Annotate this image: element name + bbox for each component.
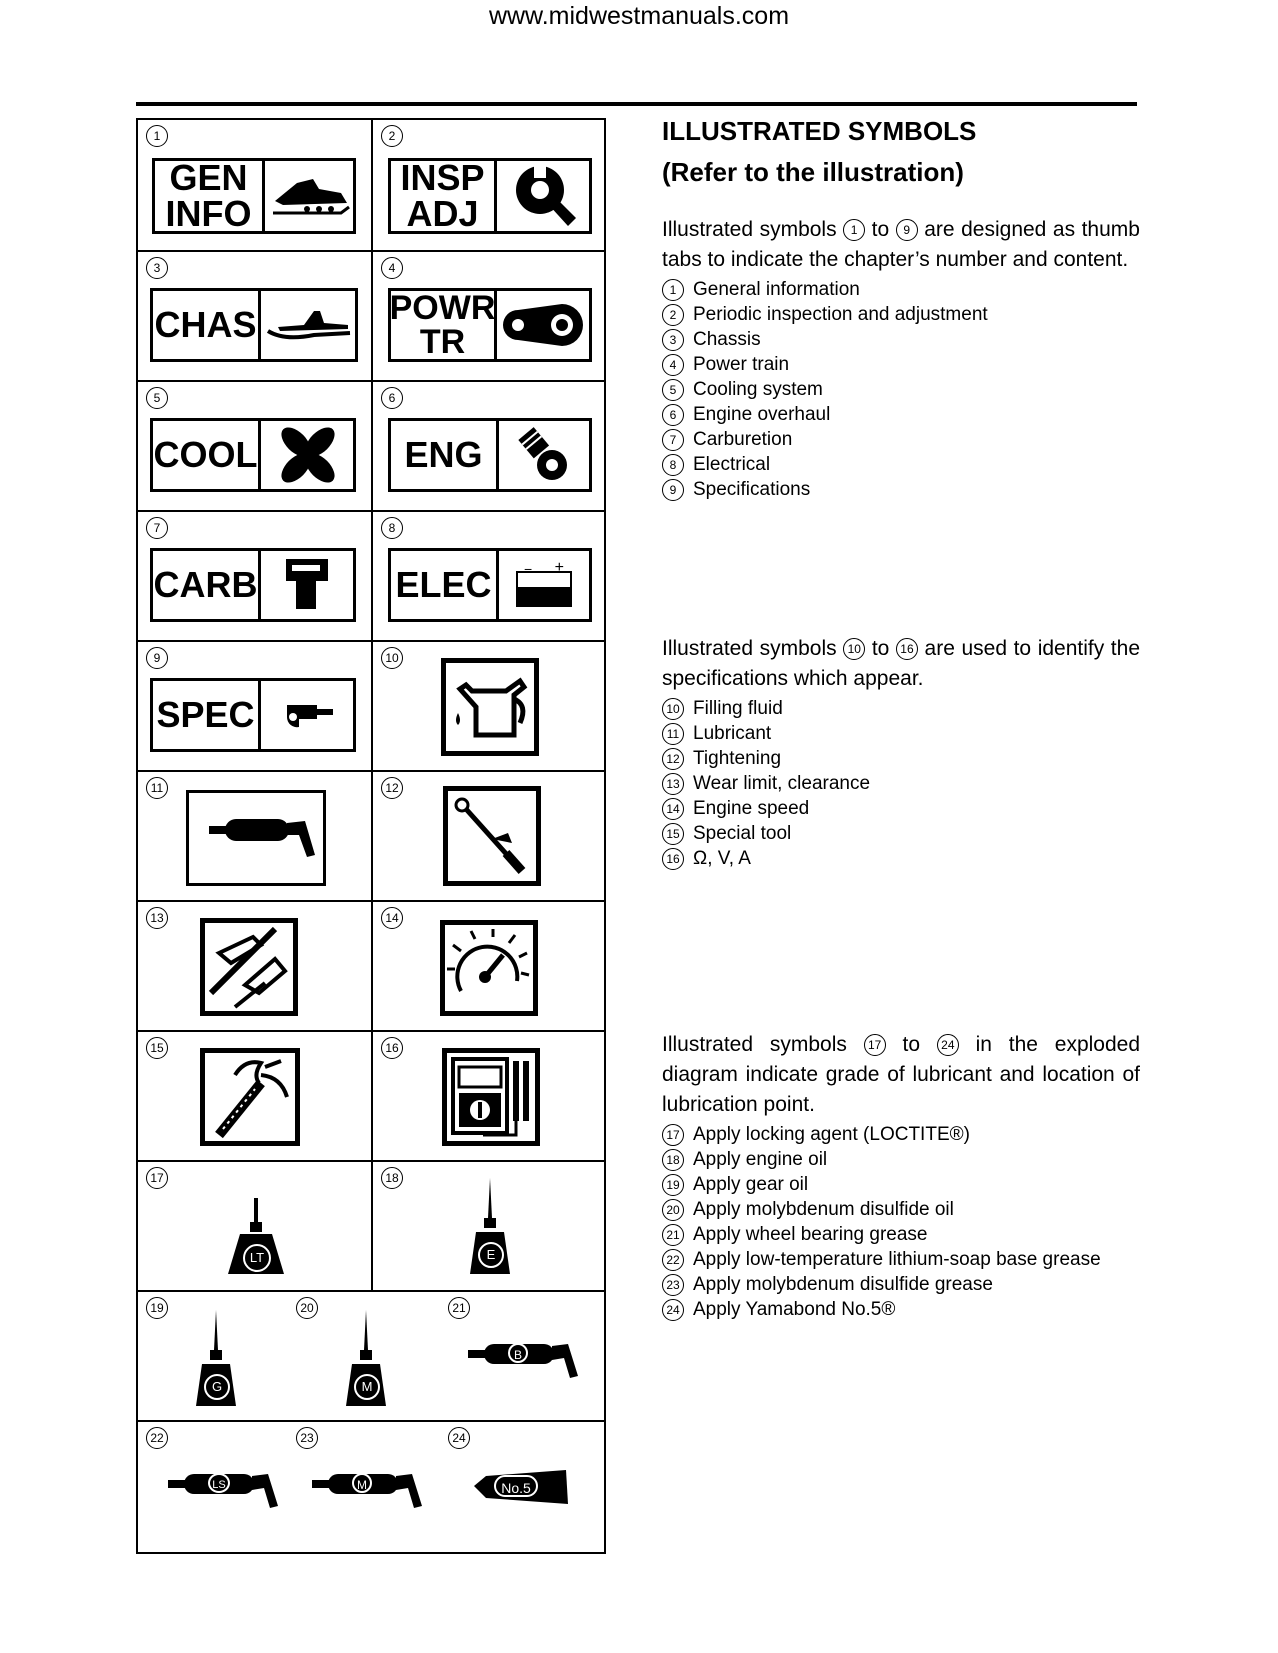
item-number: 18 — [662, 1149, 684, 1171]
cell-number-badge: 21 — [448, 1297, 470, 1319]
item-text: Apply molybdenum disulfide grease — [693, 1274, 993, 1295]
item-text: Electrical — [693, 454, 771, 475]
cell-number — [296, 1426, 318, 1450]
thumb-tab-gen-info — [152, 158, 356, 234]
symbol-list-item — [662, 427, 1140, 452]
oil-can-icon — [441, 658, 539, 756]
battery-minus-label: − — [524, 561, 533, 577]
symbol-list-item — [662, 1197, 1140, 1222]
cell-number — [146, 386, 168, 410]
symbol-list-item — [662, 1122, 1140, 1147]
grid-row-10 — [138, 1290, 604, 1420]
cell-number — [448, 1426, 470, 1450]
tab-label-line1: POWR — [389, 289, 496, 327]
oiler-icon — [344, 1310, 388, 1410]
item-number: 24 — [662, 1299, 684, 1321]
thumb-tab-insp-adj — [388, 158, 592, 234]
oiler-icon — [194, 1310, 238, 1410]
oiler-mark-label: M — [354, 1374, 380, 1400]
cell-number — [146, 256, 168, 280]
symbol-list-item — [662, 1147, 1140, 1172]
item-number: 22 — [662, 1249, 684, 1271]
snowmobile-icon — [265, 161, 353, 231]
item-text: Tightening — [693, 748, 782, 769]
tab-label: SPEC — [156, 694, 255, 735]
cell-number-badge: 2 — [381, 125, 403, 147]
cell-number — [146, 1166, 168, 1190]
special-tool-icon — [200, 1048, 300, 1146]
item-number: 19 — [662, 1174, 684, 1196]
symbol-list-item — [662, 402, 1140, 427]
oiler-mark-label: LT — [243, 1244, 271, 1272]
tab-label-line2: INFO — [165, 193, 252, 234]
sealant-tube-icon — [472, 1468, 572, 1508]
battery-plus-label: + — [554, 559, 564, 576]
cell-number-badge: 1 — [146, 125, 168, 147]
grid-row-7 — [138, 900, 604, 1030]
cell-number — [381, 1036, 403, 1060]
cell-number-badge: 18 — [381, 1167, 403, 1189]
cell-number-badge: 16 — [381, 1037, 403, 1059]
symbol-list-item — [662, 771, 1140, 796]
oiler-icon — [226, 1198, 286, 1278]
cell-number-badge: 13 — [146, 907, 168, 929]
symbol-list-item — [662, 1172, 1140, 1197]
thumb-tab-eng — [388, 418, 592, 492]
item-number: 10 — [662, 698, 684, 720]
cell-number — [146, 124, 168, 148]
item-text: Chassis — [693, 329, 761, 350]
item-text: Power train — [693, 354, 790, 375]
grid-row-2 — [138, 250, 604, 380]
cell-number-badge: 24 — [448, 1427, 470, 1449]
item-text: Filling fluid — [693, 698, 783, 719]
tab-label: CHAS — [154, 304, 257, 345]
cell-number — [146, 776, 168, 800]
top-rule — [136, 102, 1137, 106]
site-url: www.midwestmanuals.com — [488, 2, 790, 30]
item-number: 15 — [662, 823, 684, 845]
grid-row-4 — [138, 510, 604, 640]
carburetor-icon — [261, 551, 353, 619]
cell-number-badge: 5 — [146, 387, 168, 409]
cell-number-badge: 15 — [146, 1037, 168, 1059]
cell-number — [448, 1296, 470, 1320]
cell-number-badge: 17 — [146, 1167, 168, 1189]
cell-number-badge: 22 — [146, 1427, 168, 1449]
item-text: Engine overhaul — [693, 404, 831, 425]
cell-number-badge: 14 — [381, 907, 403, 929]
item-text: Carburetion — [693, 429, 793, 450]
grease-tube-icon — [310, 1470, 428, 1510]
thumb-tab-powr-tr — [388, 288, 592, 362]
cell-number — [381, 646, 403, 670]
cell-number-badge: 9 — [146, 647, 168, 669]
item-number: 17 — [662, 1124, 684, 1146]
thumb-tab-chas — [150, 288, 358, 362]
item-text: Apply wheel bearing grease — [693, 1224, 928, 1245]
caliper-gauge-icon — [261, 681, 353, 749]
item-number: 2 — [662, 304, 684, 326]
cell-number-badge: 12 — [381, 777, 403, 799]
section-subtitle: (Refer to the illustration) — [662, 157, 964, 187]
symbols-group-1 — [662, 215, 1140, 502]
symbol-list — [662, 1122, 1140, 1322]
symbol-list-item — [662, 746, 1140, 771]
item-number: 23 — [662, 1274, 684, 1296]
cell-number-badge: 11 — [146, 777, 168, 799]
cell-number — [146, 906, 168, 930]
item-number: 20 — [662, 1199, 684, 1221]
symbol-list-item — [662, 1272, 1140, 1297]
symbol-list-item — [662, 452, 1140, 477]
item-number: 3 — [662, 329, 684, 351]
symbols-group-2 — [662, 634, 1140, 871]
item-number: 7 — [662, 429, 684, 451]
cell-number — [381, 906, 403, 930]
cell-number — [381, 256, 403, 280]
tube-mark-label: No.5 — [494, 1475, 538, 1497]
symbol-list-item — [662, 302, 1140, 327]
item-text: Lubricant — [693, 723, 772, 744]
item-number: 21 — [662, 1224, 684, 1246]
fan-icon — [261, 421, 353, 489]
symbol-list — [662, 277, 1140, 502]
thumb-tab-spec — [150, 678, 356, 752]
symbol-list-item — [662, 846, 1140, 871]
group-intro: Illustrated symbols 10 to 16 are used to identify the specifications which appear. — [662, 637, 1141, 690]
symbol-grid — [136, 118, 606, 1554]
tube-mark-label: B — [508, 1343, 528, 1363]
cell-number — [381, 1166, 403, 1190]
cell-number-badge: 6 — [381, 387, 403, 409]
symbol-list-item — [662, 1222, 1140, 1247]
symbol-list-item — [662, 377, 1140, 402]
symbol-list-item — [662, 327, 1140, 352]
battery-icon — [499, 551, 589, 619]
item-number: 6 — [662, 404, 684, 426]
item-number: 8 — [662, 454, 684, 476]
grid-row-8 — [138, 1030, 604, 1160]
item-number: 9 — [662, 479, 684, 501]
cell-number — [381, 516, 403, 540]
oiler-mark-label: E — [478, 1242, 504, 1268]
torque-wrench-icon — [443, 786, 541, 886]
symbol-list-item — [662, 1247, 1140, 1272]
tab-label-line2: TR — [419, 323, 466, 361]
thumb-tab-cool — [150, 418, 356, 492]
grid-row-5 — [138, 640, 604, 770]
symbol-list-item — [662, 796, 1140, 821]
item-number: 12 — [662, 748, 684, 770]
tab-label: CARB — [153, 564, 258, 605]
grid-row-1 — [138, 120, 604, 250]
cell-number — [146, 1036, 168, 1060]
cell-number — [381, 776, 403, 800]
tab-label: COOL — [153, 434, 258, 475]
item-text: Apply molybdenum disulfide oil — [693, 1199, 954, 1220]
cell-number — [146, 516, 168, 540]
cell-number — [146, 1296, 168, 1320]
item-number: 4 — [662, 354, 684, 376]
cell-number — [146, 1426, 168, 1450]
grid-row-6 — [138, 770, 604, 900]
tab-label: ENG — [404, 434, 483, 475]
cell-number-badge: 7 — [146, 517, 168, 539]
thumb-tab-elec — [388, 548, 592, 622]
item-number: 13 — [662, 773, 684, 795]
item-text: Apply gear oil — [693, 1174, 809, 1195]
item-text: Cooling system — [693, 379, 823, 400]
cell-number-badge: 19 — [146, 1297, 168, 1319]
multimeter-icon — [442, 1048, 540, 1146]
cell-number-badge: 4 — [381, 257, 403, 279]
tachometer-icon — [440, 920, 538, 1016]
item-number: 14 — [662, 798, 684, 820]
item-text: Periodic inspection and adjustment — [693, 304, 988, 325]
item-text: Apply Yamabond No.5® — [693, 1299, 896, 1320]
cell-number-badge: 10 — [381, 647, 403, 669]
grease-tube-icon — [166, 1470, 284, 1510]
cell-number — [381, 124, 403, 148]
tube-mark-label: LS — [208, 1473, 230, 1493]
tab-label: ELEC — [395, 564, 492, 605]
thumb-tab-carb — [150, 548, 356, 622]
symbol-list-item — [662, 696, 1140, 721]
cell-number-badge: 23 — [296, 1427, 318, 1449]
item-text: General information — [693, 279, 860, 300]
grid-row-9 — [138, 1160, 604, 1290]
item-text: Engine speed — [693, 798, 810, 819]
symbol-list-item — [662, 477, 1140, 502]
group-intro: Illustrated symbols 17 to 24 in the exploded diagram indicate grade of lubricant and location of lubrication point. — [662, 1033, 1141, 1116]
item-text: Specifications — [693, 479, 811, 500]
tube-mark-label: M — [352, 1473, 372, 1493]
item-text: Wear limit, clearance — [693, 773, 871, 794]
tab-label-line2: ADJ — [406, 193, 479, 234]
tab-label-line1: GEN — [169, 157, 248, 198]
cell-number-badge: 8 — [381, 517, 403, 539]
item-text: Apply low-temperature lithium-soap base grease — [693, 1249, 1101, 1270]
tab-label-line1: INSP — [400, 157, 485, 198]
item-text: Apply engine oil — [693, 1149, 828, 1170]
item-number: 16 — [662, 848, 684, 870]
drive-belt-icon — [497, 291, 589, 359]
cell-number — [296, 1296, 318, 1320]
symbol-list-item — [662, 1297, 1140, 1322]
item-number: 1 — [662, 279, 684, 301]
symbol-list-item — [662, 721, 1140, 746]
cell-number — [146, 646, 168, 670]
item-text: Apply locking agent (LOCTITE®) — [693, 1124, 970, 1145]
ski-chassis-icon — [261, 291, 355, 359]
symbol-list — [662, 696, 1140, 871]
vernier-caliper-icon — [200, 918, 298, 1016]
item-text: Special tool — [693, 823, 792, 844]
item-number: 11 — [662, 723, 684, 745]
grease-tube-icon — [466, 1340, 584, 1380]
item-number: 5 — [662, 379, 684, 401]
wrench-icon — [497, 161, 589, 231]
symbol-list-item — [662, 277, 1140, 302]
cell-number — [381, 386, 403, 410]
oiler-icon — [468, 1178, 512, 1278]
group-intro: Illustrated symbols 1 to 9 are designed as thumb tabs to indicate the chapter’s number and content. — [662, 218, 1140, 271]
oiler-mark-label: G — [204, 1374, 230, 1400]
piston-icon — [499, 421, 589, 489]
symbols-group-3 — [662, 1030, 1140, 1322]
grid-row-3 — [138, 380, 604, 510]
grid-row-11 — [138, 1420, 604, 1554]
cell-number-badge: 20 — [296, 1297, 318, 1319]
cell-number-badge: 3 — [146, 257, 168, 279]
grease-tube-icon — [186, 790, 326, 886]
symbol-list-item — [662, 821, 1140, 846]
item-text: Ω, V, A — [693, 848, 751, 869]
section-title: ILLUSTRATED SYMBOLS — [662, 116, 977, 146]
symbol-list-item — [662, 352, 1140, 377]
